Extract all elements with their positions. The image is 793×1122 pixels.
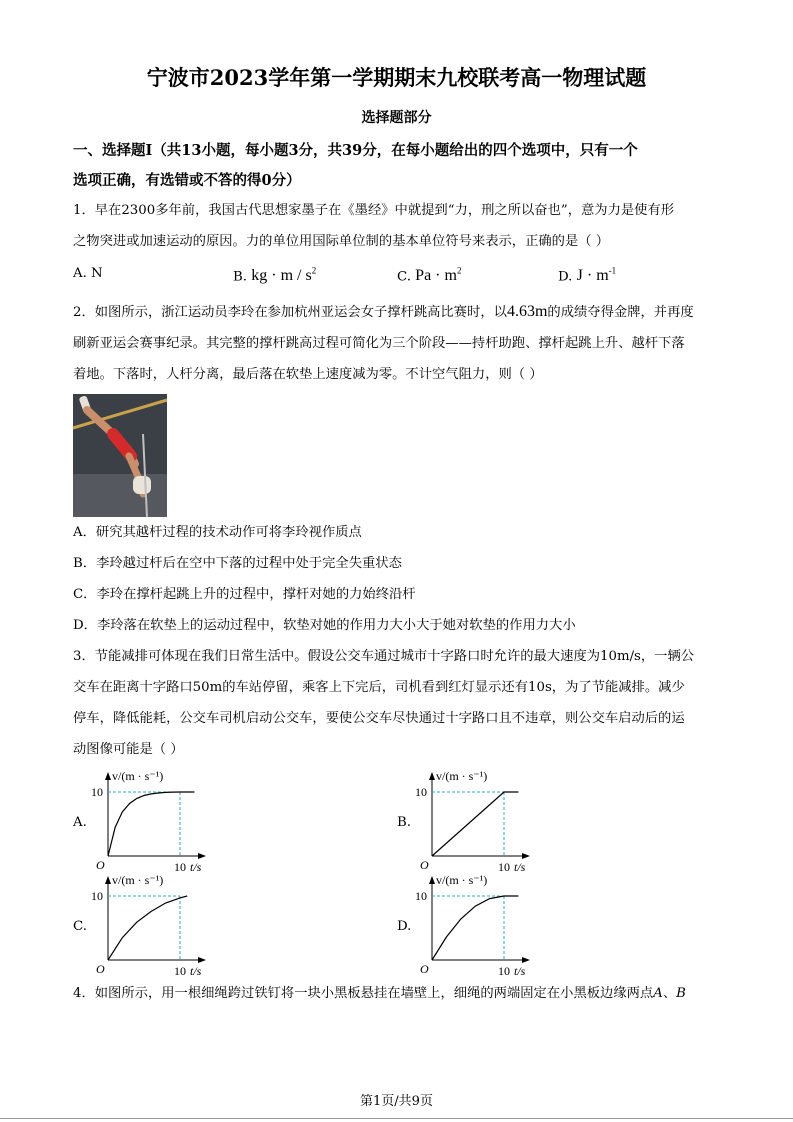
q3-line3: 停车，降低能耗，公交车司机启动公交车，要使公交车尽快通过十字路口且不违章，则公交车启动后的运 — [73, 711, 685, 726]
q4-point-a: A — [653, 986, 663, 1001]
series-line-a — [108, 792, 194, 856]
q3-option-c-label: C. — [73, 919, 87, 934]
x-axis-arrow — [198, 957, 206, 963]
q2-option-c: C．李玲在撑杆起跳上升的过程中，撑杆对她的力始终沿杆 — [73, 587, 416, 602]
part1-heading-line2: 选项正确，有选错或不答的得0分） — [73, 172, 301, 189]
y-axis-arrow — [429, 876, 435, 884]
x-tick-10: 10 — [174, 964, 186, 978]
vt-graph-d — [412, 870, 542, 980]
q1-option-a: A. N — [73, 266, 103, 281]
y-tick-10: 10 — [415, 889, 427, 903]
vt-graph-b — [412, 766, 542, 876]
q2-line1: 2．如图所示，浙江运动员李玲在参加杭州亚运会女子撑杆跳高比赛时，以4.63m的成绩夺得金牌，并再度 — [73, 303, 694, 320]
q1-option-c-label: C. — [397, 269, 411, 285]
q1-line1: 1．早在2300多年前，我国古代思想家墨子在《墨经》中就提到“力，刑之所以奋也”，意为力是使有形 — [73, 203, 675, 218]
origin-label: O — [420, 962, 429, 976]
vt-graph-a — [88, 766, 218, 876]
footer-divider — [0, 1118, 793, 1119]
q1-option-c-formula: $Pa \cdot m^2$ — [415, 266, 462, 285]
origin-label: O — [420, 858, 429, 872]
y-axis-arrow — [105, 876, 111, 884]
series-line-d — [432, 896, 518, 960]
q1-option-b-formula: kg · m / $s^2$ — [251, 266, 317, 285]
y-axis-arrow — [429, 772, 435, 780]
x-axis-arrow — [522, 853, 530, 859]
series-line-b — [432, 792, 518, 856]
q1-option-d-formula: $J \cdot m^{-1}$ — [576, 266, 617, 285]
y-axis-label: v/(m · s⁻¹) — [436, 873, 488, 887]
x-tick-10: 10 — [498, 964, 510, 978]
q2-line2: 刷新亚运会赛事纪录。其完整的撑杆跳高过程可简化为三个阶段——持杆助跑、撑杆起跳上升、越杆下落 — [73, 336, 685, 351]
y-axis-label: v/(m · s⁻¹) — [112, 769, 164, 783]
q1-line2: 之物突进或加速运动的原因。力的单位用国际单位制的基本单位符号来表示，正确的是（ ） — [73, 234, 610, 249]
q4-line1: 4．如图所示，用一根细绳跨过铁钉将一块小黑板悬挂在墙壁上，细绳的两端固定在小黑板边缘两点A、B — [73, 986, 686, 1001]
q2-option-d: D．李玲落在软垫上的运动过程中，软垫对她的作用力大小大于她对软垫的作用力大小 — [73, 618, 576, 633]
q2-option-a: A．研究其越杆过程的技术动作可将李玲视作质点 — [73, 525, 362, 540]
q1-option-d-label: D. — [558, 269, 573, 285]
y-tick-10: 10 — [91, 785, 103, 799]
vt-graph-c — [88, 870, 218, 980]
q1-option-b-label: B. — [233, 269, 247, 285]
x-axis-label: t/s — [514, 964, 526, 978]
q2-line3: 着地。下落时，人杆分离，最后落在软垫上速度减为零。不计空气阻力，则（ ） — [73, 367, 543, 382]
x-axis-label: t/s — [190, 964, 202, 978]
x-tick-10: 10 — [174, 860, 186, 874]
q3-line4: 动图像可能是（ ） — [73, 742, 184, 757]
part1-heading-line1: 一、选择题Ⅰ（共13小题，每小题3分，共39分，在每小题给出的四个选项中，只有一个 — [73, 142, 638, 159]
x-axis-arrow — [198, 853, 206, 859]
q3-option-b-label: B. — [397, 815, 411, 830]
origin-label: O — [96, 962, 105, 976]
x-axis-label: t/s — [190, 860, 202, 874]
page-title: 宁波市2023学年第一学期期末九校联考高一物理试题 — [146, 65, 647, 90]
q3-option-d-label: D. — [397, 919, 412, 934]
y-axis-arrow — [105, 772, 111, 780]
series-line-c — [108, 896, 187, 960]
y-axis-label: v/(m · s⁻¹) — [112, 873, 164, 887]
q3-line2: 交车在距离十字路口50m的车站停留，乘客上下完后，司机看到红灯显示还有10s，为了节能减排。减少 — [73, 680, 685, 695]
section-title: 选择题部分 — [361, 110, 432, 126]
y-tick-10: 10 — [415, 785, 427, 799]
q1-option-c — [397, 266, 461, 285]
origin-label: O — [96, 858, 105, 872]
q4-point-b: B — [676, 986, 686, 1001]
q3-line1: 3．节能减排可体现在我们日常生活中。假设公交车通过城市十字路口时允许的最大速度为10m/s，一辆公 — [73, 649, 695, 664]
pole-vault-photo — [73, 394, 167, 517]
y-tick-10: 10 — [91, 889, 103, 903]
q3-option-a-label: A. — [73, 815, 87, 830]
x-axis-label: t/s — [514, 860, 526, 874]
q2-option-b: B．李玲越过杆后在空中下落的过程中处于完全失重状态 — [73, 556, 402, 571]
y-axis-label: v/(m · s⁻¹) — [436, 769, 488, 783]
q1-option-d — [558, 266, 616, 285]
x-axis-arrow — [522, 957, 530, 963]
q1-option-b — [233, 266, 316, 285]
q2-height-value: 4.63m — [506, 303, 548, 320]
page-footer: 第1页/共9页 — [360, 1094, 433, 1109]
x-tick-10: 10 — [498, 860, 510, 874]
